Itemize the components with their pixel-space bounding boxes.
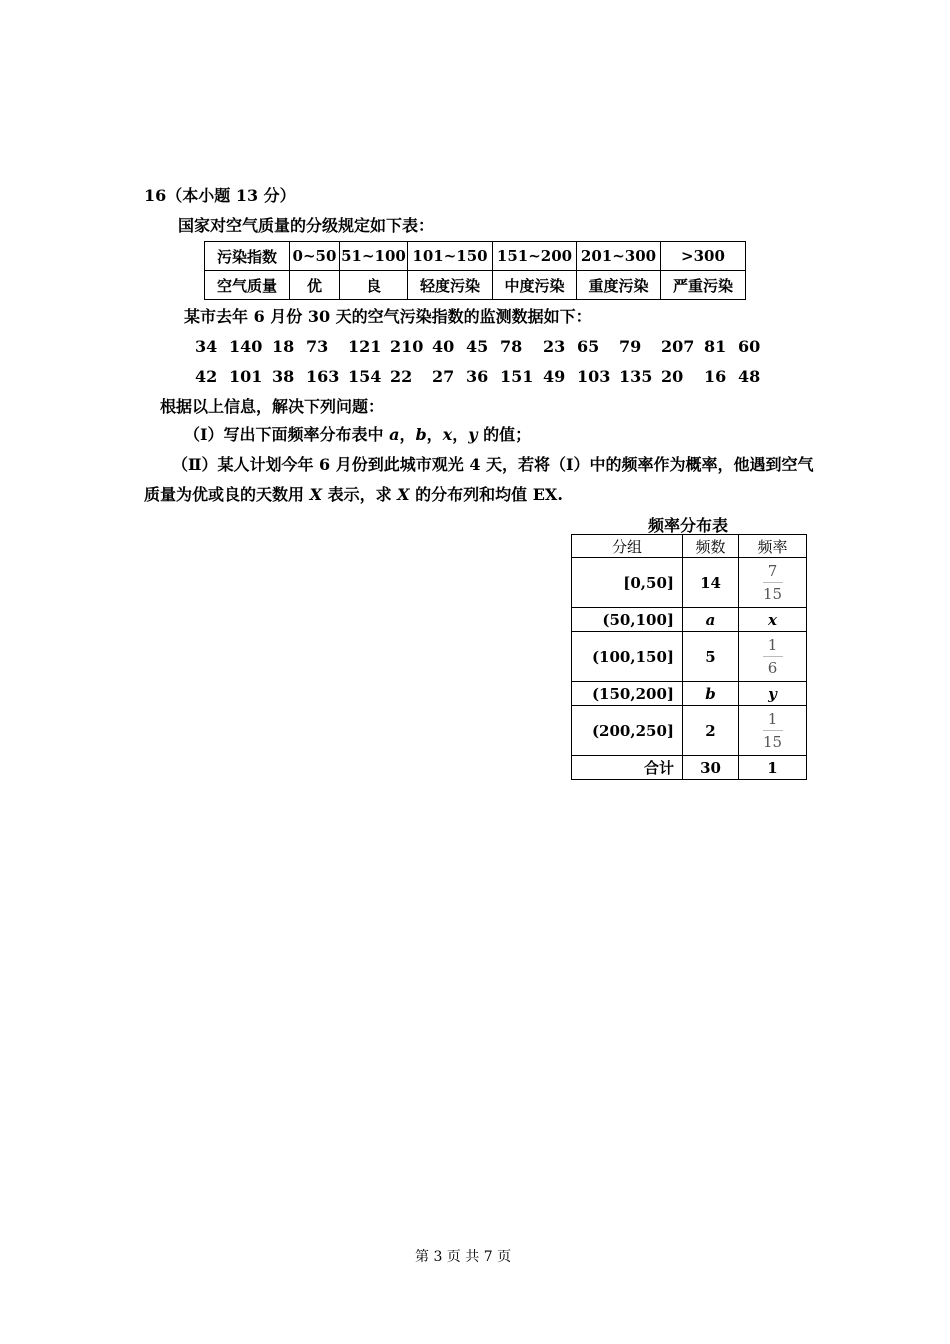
table-row bbox=[572, 608, 807, 632]
freq-cell bbox=[739, 632, 807, 682]
data-value: 79 bbox=[619, 337, 642, 356]
data-value: 40 bbox=[432, 337, 455, 356]
table-cell: 201~300 bbox=[577, 242, 661, 271]
data-value: 154 bbox=[348, 367, 382, 386]
table-cell: 重度污染 bbox=[577, 271, 661, 300]
variable-y: y bbox=[468, 425, 478, 444]
solve-instruction: 根据以上信息，解决下列问题： bbox=[160, 397, 385, 416]
data-value: 36 bbox=[466, 367, 489, 386]
question-1-suffix: 的值； bbox=[477, 425, 532, 444]
data-value: 163 bbox=[306, 367, 340, 386]
intro-text: 国家对空气质量的分级规定如下表： bbox=[178, 216, 435, 235]
table-cell: 中度污染 bbox=[493, 271, 577, 300]
denominator: 6 bbox=[767, 659, 778, 677]
question-2-line-1: （Ⅱ）某人计划今年 6 月份到此城市观光 4 天，若将（Ⅰ）中的频率作为概率，他遇到空气 bbox=[172, 455, 814, 474]
fraction bbox=[763, 562, 783, 603]
group-cell: (50,100] bbox=[572, 608, 683, 632]
problem-title: 16（本小题 13 分） bbox=[144, 186, 296, 205]
table-cell: 0~50 bbox=[290, 242, 340, 271]
grade-table bbox=[204, 241, 746, 300]
data-value: 18 bbox=[272, 337, 295, 356]
data-value: 207 bbox=[661, 337, 695, 356]
data-value: 27 bbox=[432, 367, 455, 386]
data-value: 45 bbox=[466, 337, 489, 356]
numerator: 1 bbox=[767, 710, 778, 728]
fraction-bar bbox=[763, 582, 783, 583]
data-value: 73 bbox=[306, 337, 329, 356]
question-1 bbox=[184, 425, 531, 445]
count-cell bbox=[683, 682, 739, 706]
question-2-text: 表示，求 bbox=[322, 485, 398, 504]
data-value: 101 bbox=[229, 367, 263, 386]
table-row bbox=[572, 682, 807, 706]
data-value: 49 bbox=[543, 367, 566, 386]
data-value: 103 bbox=[577, 367, 611, 386]
group-cell: (200,250] bbox=[572, 706, 683, 756]
table-row bbox=[572, 558, 807, 608]
separator: ， bbox=[452, 425, 469, 444]
data-value: 34 bbox=[195, 337, 218, 356]
freq-cell bbox=[739, 706, 807, 756]
variable-X: X bbox=[397, 485, 410, 504]
variable-b: b bbox=[705, 684, 716, 703]
variable-b: b bbox=[415, 425, 427, 444]
denominator: 15 bbox=[762, 585, 783, 603]
question-2-text: 的分布列和均值 EX. bbox=[409, 485, 563, 504]
separator: ， bbox=[399, 425, 416, 444]
table-cell: 严重污染 bbox=[661, 271, 746, 300]
data-value: 38 bbox=[272, 367, 295, 386]
group-cell: (100,150] bbox=[572, 632, 683, 682]
count-cell: 14 bbox=[683, 558, 739, 608]
data-value: 42 bbox=[195, 367, 218, 386]
table-cell: 空气质量 bbox=[205, 271, 290, 300]
data-value: 78 bbox=[500, 337, 523, 356]
fraction bbox=[763, 636, 783, 677]
data-value: 48 bbox=[738, 367, 761, 386]
frequency-table bbox=[571, 534, 807, 780]
grade-table-row bbox=[205, 271, 746, 300]
data-value: 140 bbox=[229, 337, 263, 356]
header-cell: 分组 bbox=[572, 535, 683, 558]
denominator: 15 bbox=[762, 733, 783, 751]
page-footer: 第 3 页 共 7 页 bbox=[415, 1249, 512, 1265]
table-total-row bbox=[572, 756, 807, 780]
data-value: 121 bbox=[348, 337, 382, 356]
data-value: 65 bbox=[577, 337, 600, 356]
table-cell: 污染指数 bbox=[205, 242, 290, 271]
question-2-text: 质量为优或良的天数用 bbox=[144, 485, 310, 504]
group-cell: [0,50] bbox=[572, 558, 683, 608]
variable-X: X bbox=[309, 485, 322, 504]
total-freq: 1 bbox=[739, 756, 807, 780]
data-value: 210 bbox=[390, 337, 424, 356]
table-cell: 良 bbox=[340, 271, 408, 300]
variable-x: x bbox=[442, 425, 453, 444]
count-cell bbox=[683, 608, 739, 632]
table-cell: 151~200 bbox=[493, 242, 577, 271]
data-value: 60 bbox=[738, 337, 761, 356]
fraction-bar bbox=[763, 656, 783, 657]
variable-x: x bbox=[768, 610, 777, 629]
separator: ， bbox=[426, 425, 443, 444]
variable-a: a bbox=[705, 610, 716, 629]
count-cell: 2 bbox=[683, 706, 739, 756]
table-cell: >300 bbox=[661, 242, 746, 271]
question-1-prefix: （Ⅰ）写出下面频率分布表中 bbox=[184, 425, 390, 444]
numerator: 7 bbox=[767, 562, 778, 580]
freq-cell bbox=[739, 608, 807, 632]
header-cell: 频数 bbox=[683, 535, 739, 558]
table-cell: 101~150 bbox=[408, 242, 493, 271]
data-value: 16 bbox=[704, 367, 727, 386]
table-row bbox=[572, 632, 807, 682]
grade-table-row bbox=[205, 242, 746, 271]
total-label: 合计 bbox=[572, 756, 683, 780]
table-cell: 优 bbox=[290, 271, 340, 300]
data-intro: 某市去年 6 月份 30 天的空气污染指数的监测数据如下： bbox=[184, 307, 592, 326]
table-row bbox=[572, 706, 807, 756]
table-cell: 轻度污染 bbox=[408, 271, 493, 300]
header-cell: 频率 bbox=[739, 535, 807, 558]
fraction-bar bbox=[763, 730, 783, 731]
data-value: 151 bbox=[500, 367, 534, 386]
freq-cell bbox=[739, 682, 807, 706]
count-cell: 5 bbox=[683, 632, 739, 682]
variable-a: a bbox=[389, 425, 400, 444]
variable-y: y bbox=[768, 684, 777, 703]
data-value: 23 bbox=[543, 337, 566, 356]
freq-table-title: 频率分布表 bbox=[648, 516, 729, 535]
question-2-line-2 bbox=[144, 485, 563, 505]
data-value: 81 bbox=[704, 337, 727, 356]
total-count: 30 bbox=[683, 756, 739, 780]
freq-cell bbox=[739, 558, 807, 608]
table-cell: 51~100 bbox=[340, 242, 408, 271]
data-value: 22 bbox=[390, 367, 413, 386]
fraction bbox=[763, 710, 783, 751]
numerator: 1 bbox=[767, 636, 778, 654]
data-value: 20 bbox=[661, 367, 684, 386]
data-value: 135 bbox=[619, 367, 653, 386]
group-cell: (150,200] bbox=[572, 682, 683, 706]
table-header-row bbox=[572, 535, 807, 558]
